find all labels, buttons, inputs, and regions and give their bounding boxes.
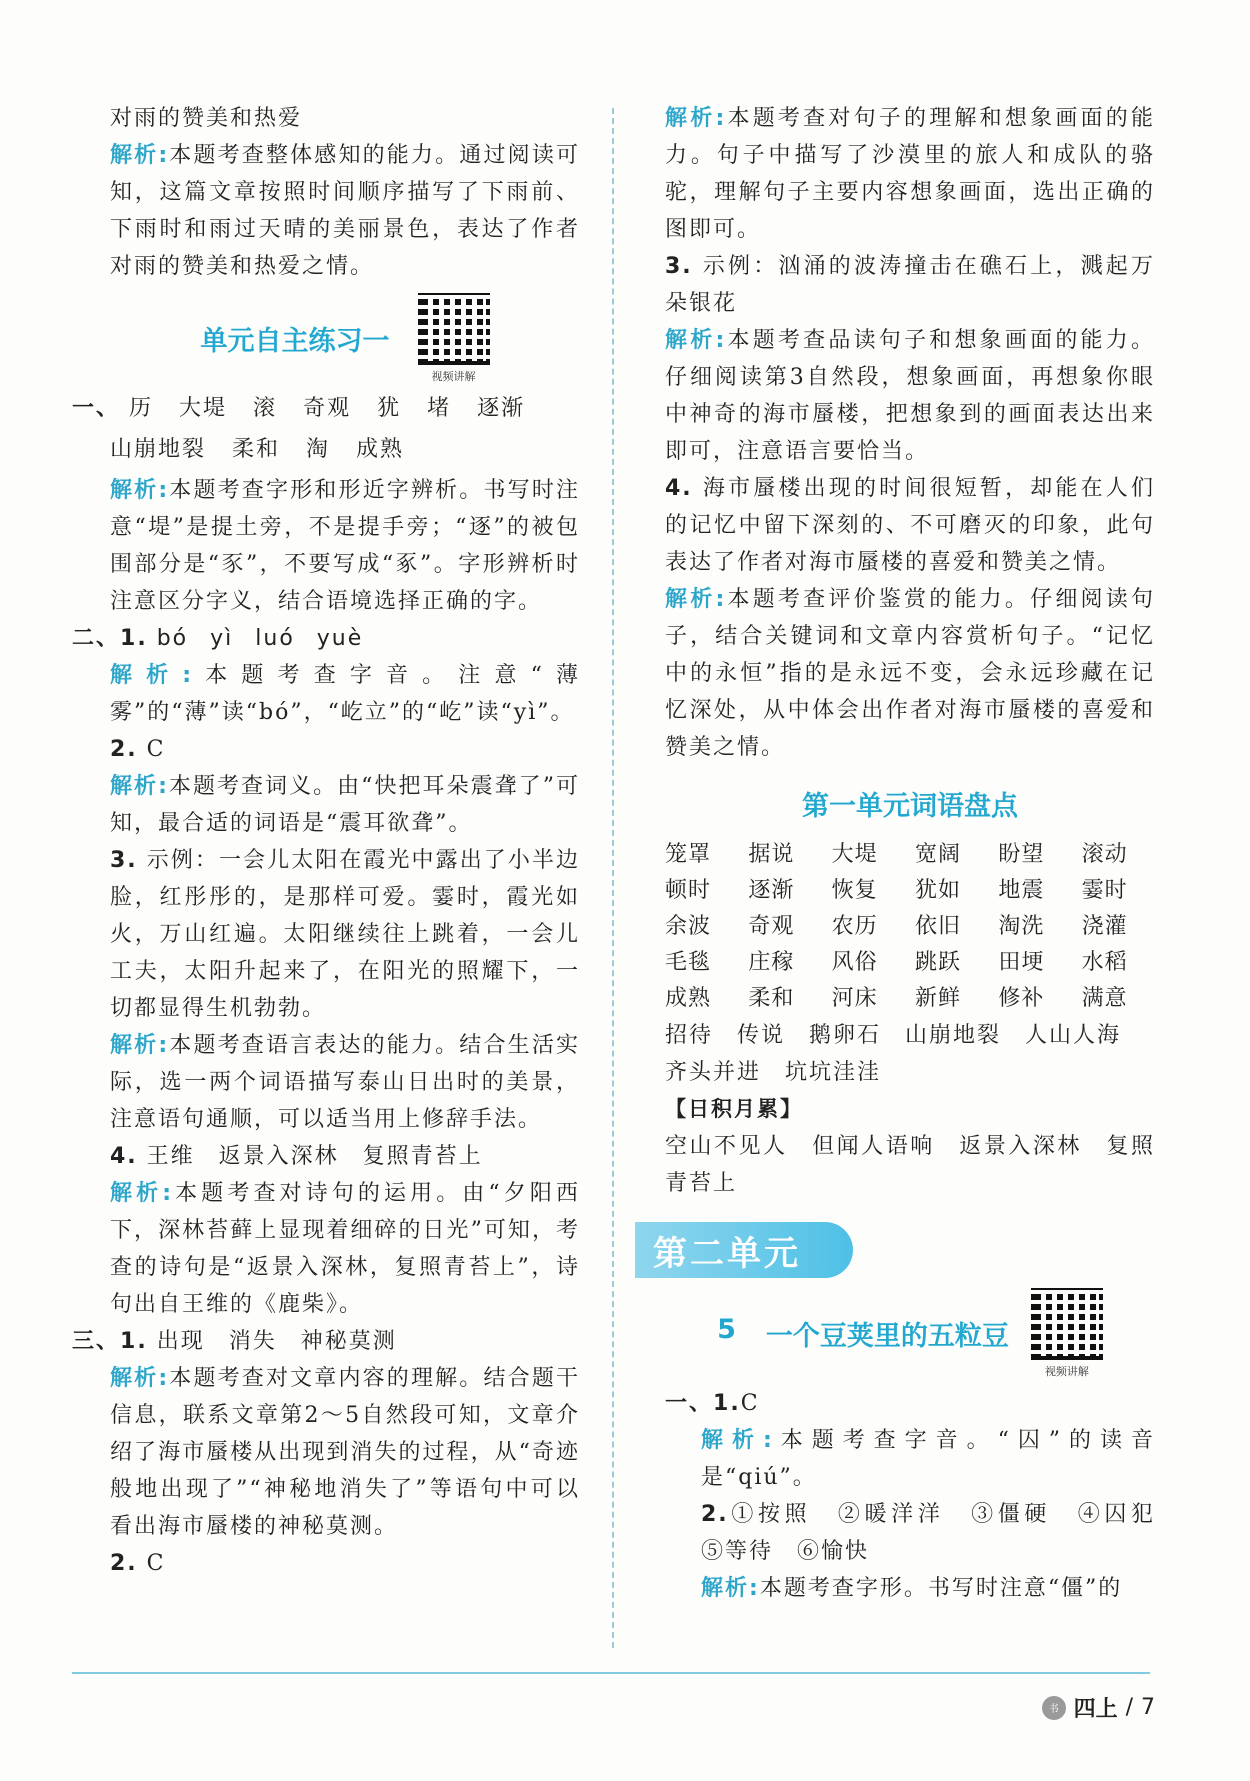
vocab-word: 修补 (998, 986, 1045, 1011)
analysis-text: 本题考查整体感知的能力。通过阅读可知，这篇文章按照时间顺序描写了下雨前、下雨时和雨过天晴的美丽景色，表达了作者对雨的赞美和热爱之情。 (110, 143, 580, 279)
lesson-name: 一个豆荚里的五粒豆 (765, 1321, 1009, 1352)
section-three-q1 (72, 1323, 580, 1360)
answer: C (146, 1551, 166, 1576)
qr-code-block[interactable] (1031, 1288, 1103, 1379)
analysis-text: 本题考查词义。由“快把耳朵震聋了”可知，最合适的词语是“震耳欲聋”。 (110, 774, 580, 836)
answer: ①按照 ②暖洋洋 ③僵硬 ④囚犯 ⑤等待 ⑥愉快 (701, 1502, 1180, 1564)
analysis-text: 本题考查语言表达的能力。结合生活实际，选一两个词语描写泰山日出时的美景，注意语句通顺，可以适当用上修辞手法。 (110, 1033, 580, 1132)
vocab-word: 宽阔 (914, 842, 961, 867)
unit-title: 单元自主练习一 (200, 326, 390, 357)
question-number: 1. (120, 626, 148, 651)
analysis-label: 解析: (110, 663, 194, 688)
analysis-text: 本题考查评价鉴赏的能力。仔细阅读句子，结合关键词和文章内容赏析句子。“记忆中的永恒”指的是永远不变，会永远珍藏在记忆深处，从中体会出作者对海市蜃楼的喜爱和赞美之情。 (665, 587, 1155, 760)
qr-caption: 视频讲解 (1044, 1365, 1089, 1378)
vocab-title: 第一单元词语盘点 (802, 791, 1018, 822)
vocab-word: 依旧 (914, 914, 961, 939)
right-column (653, 100, 1180, 1607)
column-divider (612, 108, 614, 1648)
section-two-q1 (72, 620, 580, 657)
vocab-word: 滚动 (1081, 842, 1128, 867)
analysis-text: 本题考查对句子的理解和想象画面的能力。句子中描写了沙漠里的旅人和成队的骆驼，理解句子主要内容想象画面，选出正确的图即可。 (665, 106, 1155, 242)
vocab-word: 大堤 (831, 842, 878, 867)
analysis (665, 581, 1155, 766)
vocab-word: 风俗 (831, 950, 878, 975)
analysis (665, 1422, 1155, 1496)
section-one (72, 390, 580, 427)
vocab-word: 笼罩 (665, 842, 712, 867)
vocab-word: 新鲜 (914, 986, 961, 1011)
analysis-label: 解析: (665, 587, 727, 612)
left-column (72, 100, 580, 1582)
answer: 示例：一会儿太阳在霞光中露出了小半边脸，红彤彤的，是那样可爱。霎时，霞光如火，万山红遍。太阳继续往上跳着，一会儿工夫，太阳升起来了，在阳光的照耀下，一切都显得生机勃勃。 (110, 848, 580, 1021)
unit-title-row (110, 293, 580, 384)
pinyin: luó (255, 626, 295, 651)
word: 历 (129, 396, 154, 421)
accumulation-title: 【日积月累】 (665, 1097, 803, 1121)
word: 逐渐 (477, 396, 526, 421)
analysis (665, 1570, 1155, 1607)
vocab-word: 奇观 (748, 914, 795, 939)
vocab-word: 水稻 (1081, 950, 1128, 975)
analysis-text: 本题考查品读句子和想象画面的能力。仔细阅读第3自然段，想象画面，再想象你眼中神奇的海市蜃楼，把想象到的画面表达出来即可，注意语言要恰当。 (665, 328, 1155, 464)
word: 滚 (253, 396, 278, 421)
unit-two-banner: 第二单元 (635, 1222, 853, 1278)
analysis (72, 137, 580, 285)
analysis-label: 解析: (665, 328, 727, 353)
analysis-text: 本题考查字音。“囚”的读音是“qiú”。 (701, 1428, 1155, 1490)
lesson-q2 (665, 1496, 1180, 1570)
vocab-word: 田埂 (998, 950, 1045, 975)
question-2 (72, 1545, 580, 1582)
word: 成熟 (356, 437, 405, 462)
vocab-grid (665, 837, 1155, 1017)
answer-line: 对雨的赞美和热爱 (110, 106, 303, 131)
analysis (72, 657, 580, 731)
analysis-text: 本题考查对文章内容的理解。结合题干信息，联系文章第2～5自然段可知，文章介绍了海市蜃楼从出现到消失的过程，从“奇迹般地出现了”“神秘地消失了”等语句中可以看出海市蜃楼的神秘莫测。 (110, 1366, 580, 1539)
grade-label: 四上 (1073, 1697, 1118, 1722)
word: 山崩地裂 (110, 437, 207, 462)
word-list-a (120, 396, 551, 421)
pinyin: yuè (316, 626, 364, 651)
answer: 王维 返景入深林 复照青苔上 (146, 1144, 483, 1169)
analysis-text: 本题考查字音。注意“薄雾”的“薄”读“bó”，“屹立”的“屹”读“yì”。 (110, 663, 580, 725)
vocab-word: 盼望 (998, 842, 1045, 867)
vocab-word: 浇灌 (1081, 914, 1128, 939)
book-badge-icon: 书 (1042, 1696, 1066, 1720)
section-label: 一、 (665, 1391, 714, 1416)
question-number: 2. (701, 1502, 729, 1527)
qr-code-block[interactable] (418, 293, 490, 384)
analysis-label: 解析: (110, 1181, 174, 1206)
answer: 出现 消失 神秘莫测 (156, 1329, 397, 1354)
answer: 示例：汹涌的波涛撞击在礁石上，溅起万朵银花 (665, 254, 1155, 316)
question-number: 4. (110, 1144, 138, 1169)
section-label: 一、 (72, 396, 121, 421)
qr-caption: 视频讲解 (431, 370, 476, 383)
vocab-word: 毛毯 (665, 950, 712, 975)
analysis-label: 解析: (701, 1428, 774, 1453)
analysis-text: 本题考查字形和形近字辨析。书写时注意“堤”是提土旁，不是提手旁；“逐”的被包围部分是“豕”，不要写成“豖”。字形辨析时注意区分字义，结合语境选择正确的字。 (110, 478, 580, 614)
analysis-label: 解析: (665, 106, 727, 131)
analysis-label: 解析: (701, 1576, 760, 1601)
page-number: 7 (1141, 1695, 1155, 1720)
question-3 (665, 248, 1155, 322)
qr-code-icon[interactable] (418, 293, 490, 365)
word: 淘 (306, 437, 331, 462)
analysis (72, 1175, 580, 1323)
word: 奇观 (303, 396, 352, 421)
footer-rule (72, 1672, 1150, 1674)
lesson-title-row (665, 1288, 1155, 1379)
analysis-label: 解析: (110, 478, 170, 503)
analysis-label: 解析: (110, 1366, 170, 1391)
lesson-q1 (665, 1385, 1155, 1422)
word: 堵 (427, 396, 452, 421)
vocab-word: 庄稼 (748, 950, 795, 975)
question-number: 2. (110, 737, 138, 762)
vocab-word: 成熟 (665, 986, 712, 1011)
vocab-word: 余波 (665, 914, 712, 939)
analysis (72, 472, 580, 620)
analysis-text: 本题考查字形。书写时注意“僵”的 (759, 1576, 1123, 1601)
question-number: 3. (110, 848, 138, 873)
section-label: 三、 (72, 1329, 121, 1354)
analysis (72, 1360, 580, 1545)
word-list-b (72, 431, 580, 468)
question-3 (72, 842, 580, 1027)
vocab-word: 农历 (831, 914, 878, 939)
vocab-word: 满意 (1081, 986, 1128, 1011)
vocab-word: 霎时 (1081, 878, 1128, 903)
vocab-word: 河床 (831, 986, 878, 1011)
vocab-word: 跳跃 (914, 950, 961, 975)
pinyin: bó (156, 626, 189, 651)
section-label: 二、 (72, 626, 121, 651)
vocab-word: 逐渐 (748, 878, 795, 903)
analysis-label: 解析: (110, 1033, 170, 1058)
vocab-word: 据说 (748, 842, 795, 867)
question-number: 1. (713, 1391, 741, 1416)
word: 柔和 (232, 437, 281, 462)
lesson-number: 5 (717, 1314, 736, 1345)
question-number: 4. (665, 476, 693, 501)
footer-slash: / (1125, 1695, 1133, 1720)
question-4 (665, 470, 1155, 581)
analysis (72, 768, 580, 842)
question-2 (72, 731, 580, 768)
qr-code-icon[interactable] (1031, 1288, 1103, 1360)
analysis (665, 100, 1155, 248)
word: 犹 (377, 396, 402, 421)
vocab-line: 齐头并进 坑坑洼洼 (665, 1060, 882, 1085)
answer: C (740, 1391, 760, 1416)
vocab-word: 淘洗 (998, 914, 1045, 939)
analysis-label: 解析: (110, 774, 169, 799)
answer: 海市蜃楼出现的时间很短暂，却能在人们的记忆中留下深刻的、不可磨灭的印象，此句表达了作者对海市蜃楼的喜爱和赞美之情。 (665, 476, 1155, 575)
vocab-word: 犹如 (914, 878, 961, 903)
accumulation-text: 空山不见人 但闻人语响 返景入深林 复照青苔上 (665, 1134, 1155, 1196)
lesson-title (717, 1314, 1009, 1353)
question-number: 2. (110, 1551, 138, 1576)
vocab-word: 柔和 (748, 986, 795, 1011)
analysis (72, 1027, 580, 1138)
word: 大堤 (179, 396, 228, 421)
question-number: 1. (120, 1329, 148, 1354)
pinyin: yì (210, 626, 234, 651)
analysis (665, 322, 1155, 470)
answer: C (146, 737, 166, 762)
analysis-text: 本题考查对诗句的运用。由“夕阳西下，深林苔藓上显现着细碎的日光”可知，考查的诗句是“返景入深林，复照青苔上”，诗句出自王维的《鹿柴》。 (110, 1181, 580, 1317)
vocab-word: 地震 (998, 878, 1045, 903)
question-number: 3. (665, 254, 693, 279)
page-footer (1042, 1692, 1155, 1723)
vocab-line: 招待 传说 鹅卵石 山崩地裂 人山人海 (665, 1023, 1122, 1048)
analysis-label: 解析: (110, 143, 170, 168)
vocab-word: 顿时 (665, 878, 712, 903)
vocab-word: 恢复 (831, 878, 878, 903)
question-4 (72, 1138, 580, 1175)
